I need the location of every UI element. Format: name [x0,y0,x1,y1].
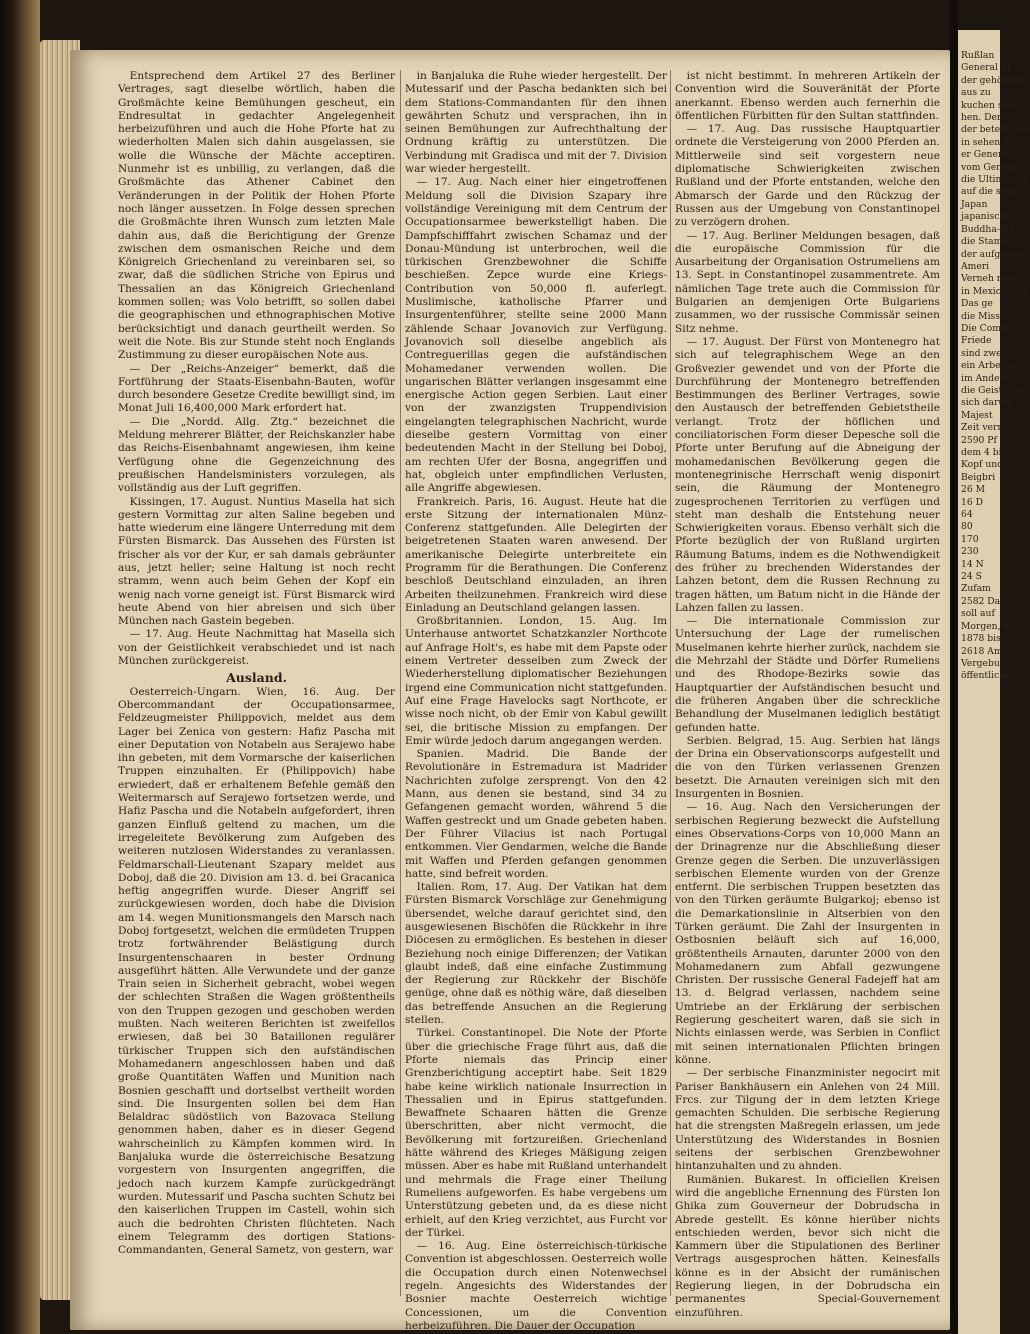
gutter-shadow [952,90,955,1310]
facing-page-fragment: Zeit verm [961,422,1007,434]
facing-page-fragment: Majest [961,409,993,421]
facing-page-fragment: die Ultimatum [961,174,1028,186]
facing-page-fragment: ein Arbeiter [961,360,1018,372]
article-paragraph: — 16. Aug. Nach den Versicherungen der serbischen Regierung bezweckt die Aufstellung eines Observations-Corps von 10,000 Mann an der Drinagrenze nur die Abschließung dieser Grenze gegen die Serben. Die unzuverlässigen serbischen Elemente wurden von der Grenze entfernt. Die serbischen Truppen besetzten das von den Türken geräumte Bulgarkoj; ebenso ist die Demarkationslinie in Altserbien von den Türken geräumt. Die Zahl der Insurgenten in Ostbosnien beläuft sich auf 16,000, größtentheils Arnauten, darunter 2000 von den Mohamedanern zum Abfall gezwungene Christen. Der russische General Fadejeff hat am 13. d. Belgrad verlassen, nachdem seine Umtriebe an der Erklärung der serbischen Regierung gescheitert waren, daß sie sich in Nichts einlassen werde, was Serbien in Conflict mit seinen internationalen Pflichten bringen könne. [675,801,940,1066]
facing-page-fragment: die Mississi [961,310,1016,322]
article-paragraph: Frankreich. Paris, 16. August. Heute hat die erste Sitzung der internationalen Münz-Conferenz stattgefunden. Alle Delegirten der beigetretenen Staaten waren anwesend. Der amerikanische Delegirte unterbreitete ein Programm für die Berathungen. Die Conferenz beschloß Deutschland einzuladen, an ihren Arbeiten theilzunehmen. Frankreich wird diese Einladung an Deutschland gelangen lassen. [405,495,667,614]
article-paragraph: — 16. Aug. Eine österreichisch-türkische Convention ist abgeschlossen. Oesterreich wolle die Occupation durch einen Notenwechsel regeln. Angesichts des Widerstandes der Bosnier machte Oesterreich wichtige Concessionen, um die Convention herbeizuführen. Die Dauer der Occupation [405,1240,667,1332]
column-rule [670,70,671,1296]
facing-page-fragment: hen. Der [961,112,1002,124]
facing-page-fragment: in Mexico eine [961,285,1030,297]
article-paragraph: Oesterreich-Ungarn. Wien, 16. Aug. Der Obercommandant der Occupationsarmee, Feldzeugmeister Philippovich, meldet aus dem Lager bei Zenica von gestern: Hafiz Pascha mit einer Deputation von Notabeln aus Serajewo habe ihn gebeten, mit dem Vormarsche der kaiserlichen Truppen einzuhalten. Er (Philippovich) habe erwiedert, daß er erhaltenem Befehle gemäß den Weitermarsch auf Serajewo fortsetzen werde, und Hafiz Pascha und die Notabeln aufgefordert, ihren ganzen Einfluß geltend zu machen, um die irregeleitete Bevölkerung zum Aufgeben des weiteren nutzlosen Widerstandes zu veranlassen. Feldmarschall-Lieutenant Szapary meldet aus Doboj, daß die 20. Division am 13. d. bei Gracanica heftig angegriffen wurde. Dieser Angriff sei zurückgewiesen worden, doch habe die Division am 14. wegen Munitionsmangels den Marsch nach Doboj fortgesetzt, welchen die ermüdeten Truppen trotz fortwährender Belästigung durch Insurgentenschaaren in bester Ordnung ausgeführt hätten. Alle Verwundete und der ganze Train seien in Sicherheit gebracht, wobei wegen der schlechten Straßen die Wagen größtentheils von den Truppen gezogen und geschoben werden mußten. Nach weiteren Berichten ist zweifellos erwiesen, daß bei 30 Bataillonen regulärer türkischer Truppen sich den aufständischen Mohamedanern angeschlossen haben und daß große Quantitäten Waffen und Munition nach Bosnien geschafft und dortselbst vertheilt worden sind. Die Insurgenten sollen bei dem Han Belaldrac südöstlich von Bazovaca Stellung genommen haben, daher es in dieser Gegend wahrscheinlich zu Kämpfen kommen wird. In Banjaluka wurde die österreichische Besatzung vorgestern von Insurgenten angegriffen, die jedoch nach kurzem Kampfe zurückgedrängt wurden. Mutessarif und Pascha suchten Schutz bei den kaiserlichen Truppen im Castell, wohin sich auch die bedrohten Christen flüchteten. Nach einem Telegramm des dortigen Stations-Commandanten, General Sametz, von gestern, war [118,685,395,1257]
facing-page-fragment: sind zwei [961,347,1005,359]
facing-page-fragment: Buddha-Pri [961,223,1014,235]
facing-page-text-fragments [961,50,1030,683]
column-rule [400,70,401,1296]
facing-page-fragment: Das ge [961,298,993,310]
article-paragraph: Entsprechend dem Artikel 27 des Berliner Vertrages, sagt dieselbe wörtlich, haben die Großmächte keine Bemühungen gescheut, ein Endresultat in gedachter Angelegenheit herbeizuführen und auch die Hohe Pforte hat zu wiederholten Malen sich dahin ausgelassen, sie wolle die Wünsche der Mächte acceptiren. Nunmehr ist es unbillig, zu verlangen, daß die Großmächte das Athener Cabinet den Veränderungen in der Politik der Hohen Pforte noch länger aussetzen. In Folge dessen sprechen die Großmächte ihren Wunsch zum letzten Male dahin aus, daß die Berichtigung der Grenze zwischen dem osmanischen Reiche und dem Königreich Griechenland zu vereinbaren sei, so zwar, daß die südlichen Striche von Epirus und Thessalien an das Königreich Griechenland kommen sollen; was Volo betrifft, so sollen dabei die geographischen und ethnographischen Motive berücksichtigt und danach geurtheilt werden. So weit die Note. Bis zur Stunde steht noch Englands Zustimmung zu dieser europäischen Note aus. [118,70,395,362]
article-paragraph: — Der „Reichs-Anzeiger“ bemerkt, daß die Fortführung der Staats-Eisenbahn-Bauten, wofür durch besondere Gesetze Credite bewilligt sind, im Monat Juli 16,400,000 Mark erfordert hat. [118,362,395,415]
facing-page-fragment: General M [961,62,1011,74]
facing-page-fragment: der gehörigen [961,74,1027,86]
article-paragraph: — Der serbische Finanzminister negocirt mit Pariser Bankhäusern ein Anlehen von 24 Mill. Frcs. zur Tilgung der in dem letzten Kriege gemachten Schulden. Die serbische Regierung hat die strengsten Maßregeln erlassen, um jede Unterstützung des Widerstandes in Bosnien seitens der serbischen Grenzbewohner hintanzuhalten und zu ahnden. [675,1067,940,1173]
facing-page-edge [958,30,1030,1334]
facing-page-fragment: 2618 Am [961,645,1003,657]
article-paragraph: Großbritannien. London, 15. Aug. Im Unterhause antwortet Schatzkanzler Northcote auf Anfrage Holt's, es habe mit dem Papste oder einem Vertreter desselben zum Zweck der Wiederherstellung diplomatischer Beziehungen irgend eine Communication nicht stattgefunden. Auf eine Frage Havelocks sagt Northcote, er wisse noch nicht, ob der Emir von Kabul gewillt sei, die britische Mission zu empfangen. Der Emir würde jedoch darum angegangen werden. [405,615,667,747]
article-paragraph: Spanien. Madrid. Die Bande der Revolutionäre in Estremadura ist Madrider Nachrichten zufolge zersprengt. Von den 42 Mann, aus denen sie bestand, sind 34 zu Gefangenen gemacht worden, während 5 die Waffen gestreckt und um Gnade gebeten haben. Der Führer Vilacius ist nach Portugal entkommen. Vier Gendarmen, welche die Bande mit Waffen und Pferden gefangen genommen hatte, sind befreit worden. [405,748,667,880]
facing-page-fragment: die Geistliche [961,384,1025,396]
facing-page-fragment: vom General [961,161,1021,173]
facing-page-fragment: Morgen, m [961,620,1013,632]
facing-page-fragment: 64 [961,509,973,521]
facing-page-fragment: der beteiligten [961,124,1030,136]
facing-page-fragment: 24 S [961,571,982,583]
article-paragraph: — 17. Aug. Heute Nachmittag hat Masella sich von der Geistlichkeit verabschiedet und ist nach München zurückgereist. [118,628,395,668]
facing-page-fragment: aus zu [961,87,991,99]
facing-page-fragment: 80 [961,521,973,533]
article-paragraph: Italien. Rom, 17. Aug. Der Vatikan hat dem Fürsten Bismarck Vorschläge zur Genehmigung übersendet, welche darauf gerichtet sind, den ausgewiesenen Bischöfen die Rückkehr in ihre Diöcesen zu ermöglichen. Es bestehen in dieser Beziehung noch einige Differenzen; der Vatikan glaubt indeß, daß eine einfache Zustimmung der Regierung zur Rückkehr der Bischöfe genüge, ohne daß es nöthig wäre, daß dieselben das betreffende Ansuchen an die Regierung stellen. [405,881,667,1027]
facing-page-fragment: 14 N [961,558,984,570]
facing-page-fragment: öffentliche [961,670,1011,682]
article-paragraph: — 17. Aug. Berliner Meldungen besagen, daß die europäische Commission für die Ausarbeitung der Organisation Ostrumeliens am 13. Sept. in Constantinopel zusammentrete. Am nämlichen Tage trete auch die Commission für Bulgarien an demjenigen Orte Bulgariens zusammen, wo der russische Commissär seinen Sitz nehme. [675,229,940,335]
facing-page-fragment: Ameri [961,260,990,272]
facing-page-fragment: 170 [961,533,979,545]
facing-page-fragment: Japan [961,198,988,210]
column-2 [405,70,667,1332]
facing-page-fragment: Zufam [961,583,991,595]
article-paragraph: — 17. Aug. Nach einer hier eingetroffenen Meldung soll die Division Szapary ihre vollständige Vereinigung mit dem Centrum der Occupationsarmee bewerkstelligt haben. Die Dampfschifffahrt zwischen Schamaz und der Donau-Mündung ist unterbrochen, weil die türkischen Grenzbewohner die Schiffe beschießen. Zepce wurde eine Kriegs-Contribution von 50,000 fl. auferlegt. Muslimische, katholische Pfarrer und Insurgentenführer, stellte seine 2000 Mann zählende Schaar Jovanovich zur Verfügung. Jovanovich soll dieselbe angeblich als Contreguerillas gegen die aufständischen Mohamedaner verwenden wollen. Die ungarischen Blätter verlangen insgesammt eine energische Action gegen Serbien. Laut einer von der zwanzigsten Truppendivision eingelangten telegraphischen Nachricht, wurde dieselbe gestern Vormittag von einer bedeutenden Macht in der Stellung bei Doboj, am rechten Ufer der Bosna, angegriffen und hat, obgleich unter empfindlichen Verlusten, alle Angriffe abgewiesen. [405,176,667,495]
facing-page-fragment: 16 D [961,496,983,508]
book-spine [0,0,40,1334]
facing-page-fragment: er General [961,149,1011,161]
facing-page-fragment: Vergebu [961,657,1000,669]
facing-page-fragment: dem 4 bis [961,447,1007,458]
facing-page-fragment: Rußlan [961,50,995,61]
facing-page-fragment: in sehen it [961,136,1010,148]
facing-page-fragment: 2590 Pf [961,434,997,446]
facing-page-fragment: Kopf und [961,459,1004,471]
section-heading-ausland: Ausland. [226,670,287,686]
facing-page-fragment: Die Comm [961,322,1010,334]
facing-page-fragment: kuchen sind [961,99,1018,111]
article-paragraph: — Die internationale Commission zur Untersuchung der Lage der rumelischen Muselmanen kehrte hierher zurück, nachdem sie die Mehrzahl der Städte und Dörfer Rumeliens und des Rhodope-Bezirks sowie das Hauptquartier der Aufständischen besucht und die früheren Angaben über die schreckliche Behandlung der Muselmanen lediglich bestätigt gefunden hatte. [675,615,940,734]
facing-page-fragment: Verneh men [961,273,1017,285]
article-paragraph: Türkei. Constantinopel. Die Note der Pforte über die griechische Frage führt aus, daß die Pforte niemals das Princip einer Grenzberichtigung acceptirt habe. Seit 1829 habe keine wirklich nationale Insurrection in Thessalien und in Epirus stattgefunden. Bewaffnete Schaaren hätten die Grenze überschritten, aber nicht vermocht, die Bevölkerung mit fortzureißen. Griechenland hätte während des Krieges Mäßigung zeigen müssen. Aber es habe mit Rußland unterhandelt und mehrmals die Frage einer Theilung Rumeliens aufgeworfen. Es habe vergebens um Unterstützung gebeten und, da es diese nicht erhielt, auf den Krieg verzichtet, aus Furcht vor der Türkei. [405,1027,667,1239]
facing-page-fragment: die Stamm [961,236,1012,248]
article-paragraph: Rumänien. Bukarest. In officiellen Kreisen wird die angebliche Ernennung des Fürsten Ion Ghika zum Gouverneur der Dobrudscha in Abrede gestellt. Es könne hierüber nichts entschieden werden, bevor sich nicht die Kammern über die Stipulationen des Berliner Vertrags ausgesprochen hätten. Keinesfalls könne es in der Absicht der rumänischen Regierung liegen, in der Dobrudscha ein permanentes Special-Gouvernement einzuführen. [675,1173,940,1319]
article-paragraph: — 17. August. Der Fürst von Montenegro hat sich auf telegraphischem Wege an den Großvezier gewendet und von der Pforte die Durchführung der Montenegro betreffenden Bestimmungen des Berliner Vertrages, sowie den Austausch der betreffenden Gebietstheile verlangt. Trotz der höflichen und conciliatorischen Form dieser Depesche soll die Pforte unter Berufung auf die Abneigung der mohamedanischen Bevölkerung gegen die montenegrinische Herrschaft wenig disponirt sein, die Räumung der Montenegro zugesprochenen Territorien zu verfügen und steht man deshalb die Entstehung neuer Schwierigkeiten voraus. Ebenso verhält sich die Pforte bezüglich der von Rußland urgirten Räumung Batums, indem es die Nothwendigkeit des früher zu brechenden Widerstandes der Lahzen betont, dem die Russen Rechnung zu tragen hätten, um Batum nicht in die Hände der Lahzen fallen zu lassen. [675,335,940,614]
facing-page-fragment: im Andere [961,372,1010,384]
facing-page-fragment: 26 M [961,484,986,496]
column-3 [675,70,940,1319]
facing-page-fragment: japanische [961,211,1011,223]
facing-page-fragment: auf die seine [961,186,1021,198]
facing-page-fragment: 230 [961,546,979,558]
facing-page-fragment: 1878 bis [961,633,1001,645]
column-1 [118,70,395,1296]
facing-page-fragment: Beigbri [961,471,996,483]
facing-page-fragment: der aufgeregt [961,248,1026,260]
facing-page-fragment: 2582 Das [961,595,1005,607]
article-paragraph: — Die „Nordd. Allg. Ztg.“ bezeichnet die Meldung mehrerer Blätter, der Reichskanzler habe das Reichs-Eisenbahnamt angewiesen, ihm keine Verfügung ohne die Gegenzeichnung des preußischen Handelsministers vorzulegen, als vollständig aus der Luft gegriffen. [118,415,395,495]
article-paragraph: Serbien. Belgrad, 15. Aug. Serbien hat längs der Drina ein Observationscorps aufgestellt und die von den Türken verlassenen Grenzen besetzt. Die Arnauten vereinigen sich mit den Insurgenten in Bosnien. [675,734,940,801]
article-paragraph: ist nicht bestimmt. In mehreren Artikeln der Convention wird die Souveränität der Pforte anerkannt. Ebenso werden auch fernerhin die öffentlichen Fürbitten für den Sultan stattfinden. [675,70,940,122]
article-paragraph: Kissingen, 17. August. Nuntius Masella hat sich gestern Vormittag zur alten Saline begeben und hatte wiederum eine längere Unterredung mit dem Fürsten Bismarck. Das Aussehen des Fürsten ist frischer als vor der Kur, er sah damals gebräunter aus, jetzt heller; seine Haltung ist noch recht stramm, wenn auch beim Gehen der Kopf ein wenig nach vorne geneigt ist. Fürst Bismarck wird heute Abend von hier abreisen und sich über München nach Gastein begeben. [118,495,395,628]
facing-page-fragment: Friede [961,335,992,347]
article-paragraph: — 17. Aug. Das russische Hauptquartier ordnete die Versteigerung von 2000 Pferden an. Mittlerweile sind seit vorgestern neue diplomatische Schwierigkeiten zwischen Rußland und der Pforte entstanden, welche den Abmarsch der Garde und den Rückzug der Russen aus der Umgebung von Constantinopel zu verzögern drohen. [675,123,940,229]
facing-page-fragment: soll auf [961,608,995,620]
facing-page-fragment: sich darum [961,397,1014,409]
article-paragraph: in Banjaluka die Ruhe wieder hergestellt. Der Mutessarif und der Pascha bedankten sich bei dem Stations-Commandanten für den ihnen gewährten Schutz und versprachen, ihn in seinen Bemühungen zur Aufrechthaltung der Ordnung kräftig zu unterstützen. Die Verbindung mit Gradisca und mit der 7. Division war wieder hergestellt. [405,70,667,176]
